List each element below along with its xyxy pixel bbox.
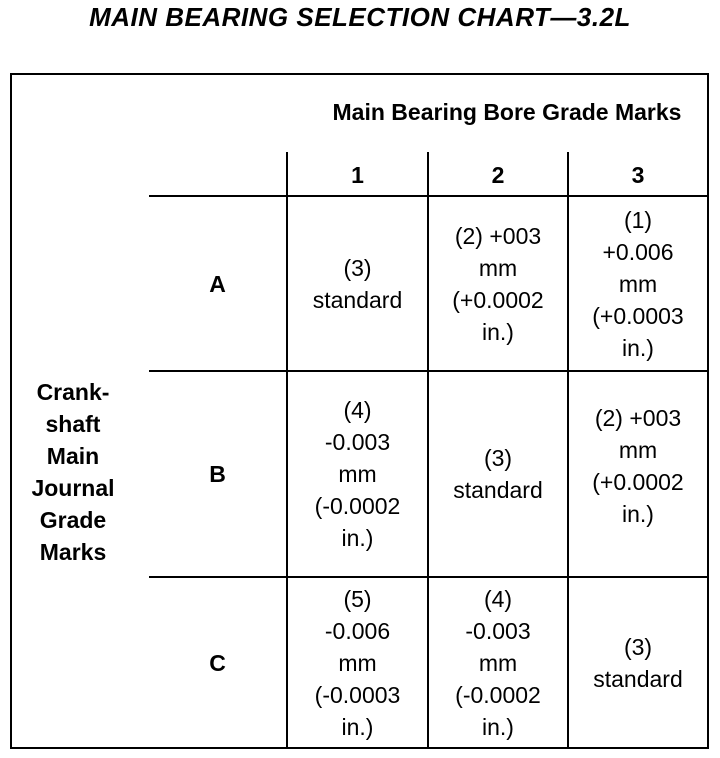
cell-line: (2) +003 [454,222,542,249]
cell-a-1 [288,197,427,370]
cell-line: (+0.0002 [592,469,684,495]
column-header-1: 1 [351,161,364,188]
cell-c-3 [569,578,707,747]
row-group-header-line: Crank- [36,379,110,405]
cell-line: mm [618,437,658,463]
cell-line: in.) [482,713,514,740]
row-label-c: C [209,649,226,676]
cell-line: mm [478,254,518,281]
row-group-header-line: shaft [45,411,101,437]
cell-line: mm [478,649,518,676]
cell-line: standard [453,477,543,503]
cell-line: standard [312,286,403,313]
cell-b-1 [288,372,427,576]
cell-line: (-0.0003 [314,681,401,708]
bearing-selection-table [10,73,709,749]
cell-b-3 [569,372,707,576]
cell-line: (3) [483,445,513,471]
column-header-2: 2 [491,161,505,188]
column-group-header [317,77,697,147]
cell-line: in.) [341,713,374,740]
row-group-header-line: Grade [39,507,107,533]
cell-line: +0.006 [602,238,674,265]
cell-line: in.) [482,318,514,345]
cell-line: (4) [343,397,372,423]
cell-b-2 [429,372,567,576]
cell-c-1 [288,578,427,747]
row-group-header-line: Main [46,443,100,469]
cell-line: (4) [483,585,513,612]
column-header-3: 3 [631,161,645,188]
row-group-header-line: Marks [39,539,107,565]
cell-line: (2) +003 [594,405,682,431]
cell-line: (-0.0002 [455,681,541,708]
cell-line: mm [338,461,377,487]
row-group-header [12,372,134,572]
cell-line: -0.003 [324,429,391,455]
column-group-header-text: Main Bearing Bore Grade Marks [332,98,682,125]
cell-line: (+0.0003 [592,302,684,329]
cell-line: (+0.0002 [452,286,544,313]
row-group-header-line: Journal [31,475,115,501]
cell-line: (3) [623,633,653,660]
cell-a-2 [429,197,567,370]
cell-line: -0.003 [465,617,531,644]
row-label-a: A [209,270,226,297]
cell-a-3 [569,197,707,370]
cell-line: in.) [622,501,654,527]
cell-line: (1) [623,206,653,233]
cell-line: (-0.0002 [314,493,401,519]
cell-line: standard [593,665,683,692]
cell-line: (3) [343,254,372,281]
cell-c-2 [429,578,567,747]
cell-line: mm [618,270,658,297]
cell-line: mm [338,649,377,676]
cell-line: -0.006 [324,617,391,644]
chart-title: MAIN BEARING SELECTION CHART—3.2L [89,2,631,32]
row-label-b: B [209,461,226,487]
cell-line: (5) [343,585,372,612]
cell-line: in.) [622,334,654,361]
cell-line: in.) [341,525,374,551]
